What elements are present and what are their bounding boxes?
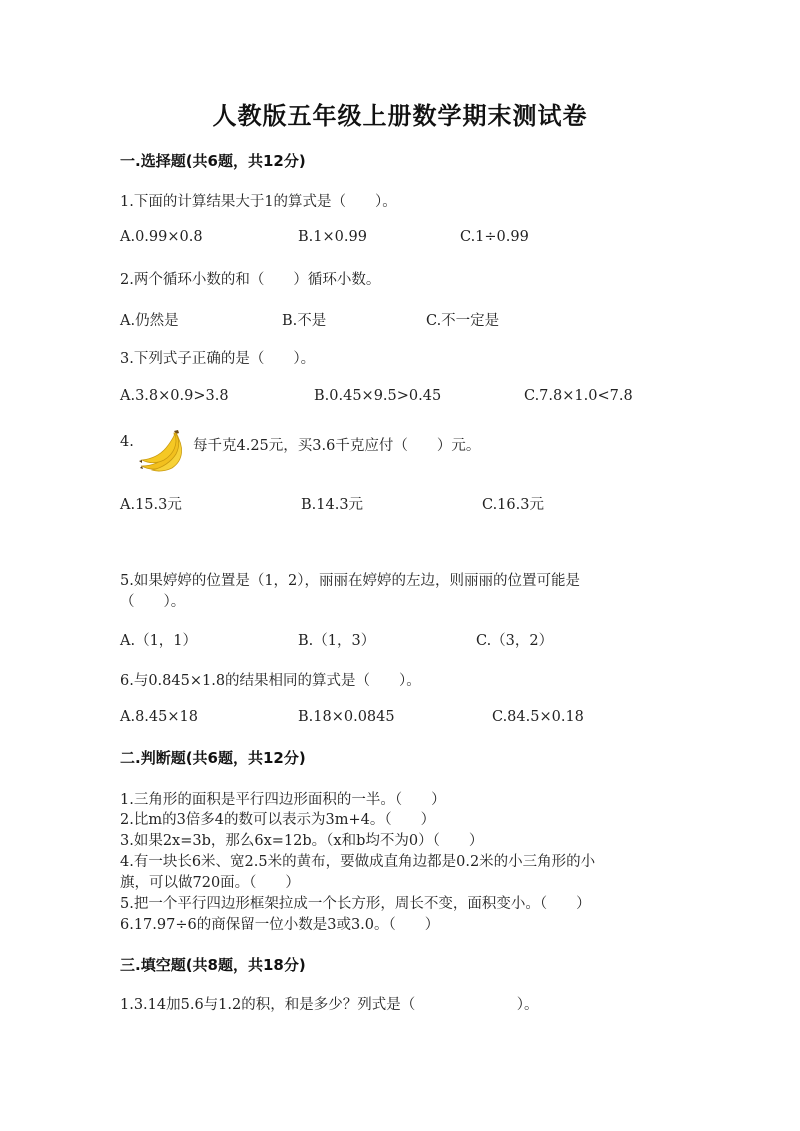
- judge-question-5: 5.把一个平行四边形框架拉成一个长方形，周长不变，面积变小。（ ）: [120, 896, 591, 912]
- section-heading-choice: 一.选择题(共6题，共12分): [120, 152, 306, 170]
- choice-2-option-c: C.不一定是: [426, 313, 500, 329]
- choice-4-option-a: A.15.3元: [120, 497, 182, 513]
- choice-question-6: 6.与0.845×1.8的结果相同的算式是（ ）。: [120, 673, 421, 689]
- judge-question-2: 2.比m的3倍多4的数可以表示为3m+4。（ ）: [120, 812, 436, 828]
- choice-5-option-a: A.（1，1）: [120, 633, 198, 649]
- choice-4-option-c: C.16.3元: [482, 497, 544, 513]
- judge-question-4-cont: 旗，可以做720面。（ ）: [120, 875, 300, 891]
- choice-question-5-cont: （ ）。: [120, 594, 186, 610]
- choice-question-5: 5.如果婷婷的位置是（1，2），丽丽在婷婷的左边，则丽丽的位置可能是: [120, 573, 581, 589]
- choice-question-2: 2.两个循环小数的和（ ）循环小数。: [120, 272, 381, 288]
- choice-6-option-a: A.8.45×18: [120, 709, 198, 725]
- section-heading-fill: 三.填空题(共8题，共18分): [120, 956, 306, 974]
- choice-4-option-b: B.14.3元: [301, 497, 364, 513]
- choice-question-4-number: 4.: [120, 434, 134, 450]
- choice-1-option-c: C.1÷0.99: [460, 229, 529, 245]
- choice-6-option-c: C.84.5×0.18: [492, 709, 584, 725]
- choice-5-option-b: B.（1，3）: [298, 633, 376, 649]
- judge-question-3: 3.如果2x=3b，那么6x=12b。（x和b均不为0）（ ）: [120, 833, 484, 849]
- choice-question-1: 1.下面的计算结果大于1的算式是（ ）。: [120, 194, 397, 210]
- page-title: 人教版五年级上册数学期末测试卷: [212, 102, 588, 130]
- judge-question-1: 1.三角形的面积是平行四边形面积的一半。（ ）: [120, 792, 446, 808]
- choice-1-option-b: B.1×0.99: [298, 229, 367, 245]
- choice-question-3: 3.下列式子正确的是（ ）。: [120, 351, 316, 367]
- choice-3-option-b: B.0.45×9.5>0.45: [314, 388, 442, 404]
- fill-question-1: 1.3.14加5.6与1.2的积，和是多少？列式是（ ）。: [120, 997, 539, 1013]
- choice-5-option-c: C.（3，2）: [476, 633, 554, 649]
- banana-icon: [138, 428, 188, 472]
- choice-2-option-b: B.不是: [282, 313, 327, 329]
- section-heading-judge: 二.判断题(共6题，共12分): [120, 749, 306, 767]
- choice-3-option-a: A.3.8×0.9>3.8: [120, 388, 229, 404]
- choice-question-4: 每千克4.25元，买3.6千克应付（ ）元。: [193, 438, 481, 454]
- choice-1-option-a: A.0.99×0.8: [120, 229, 203, 245]
- choice-2-option-a: A.仍然是: [120, 313, 179, 329]
- choice-6-option-b: B.18×0.0845: [298, 709, 395, 725]
- choice-3-option-c: C.7.8×1.0<7.8: [524, 388, 633, 404]
- judge-question-6: 6.17.97÷6的商保留一位小数是3或3.0。（ ）: [120, 917, 440, 933]
- judge-question-4: 4.有一块长6米、宽2.5米的黄布，要做成直角边都是0.2米的小三角形的小: [120, 854, 596, 870]
